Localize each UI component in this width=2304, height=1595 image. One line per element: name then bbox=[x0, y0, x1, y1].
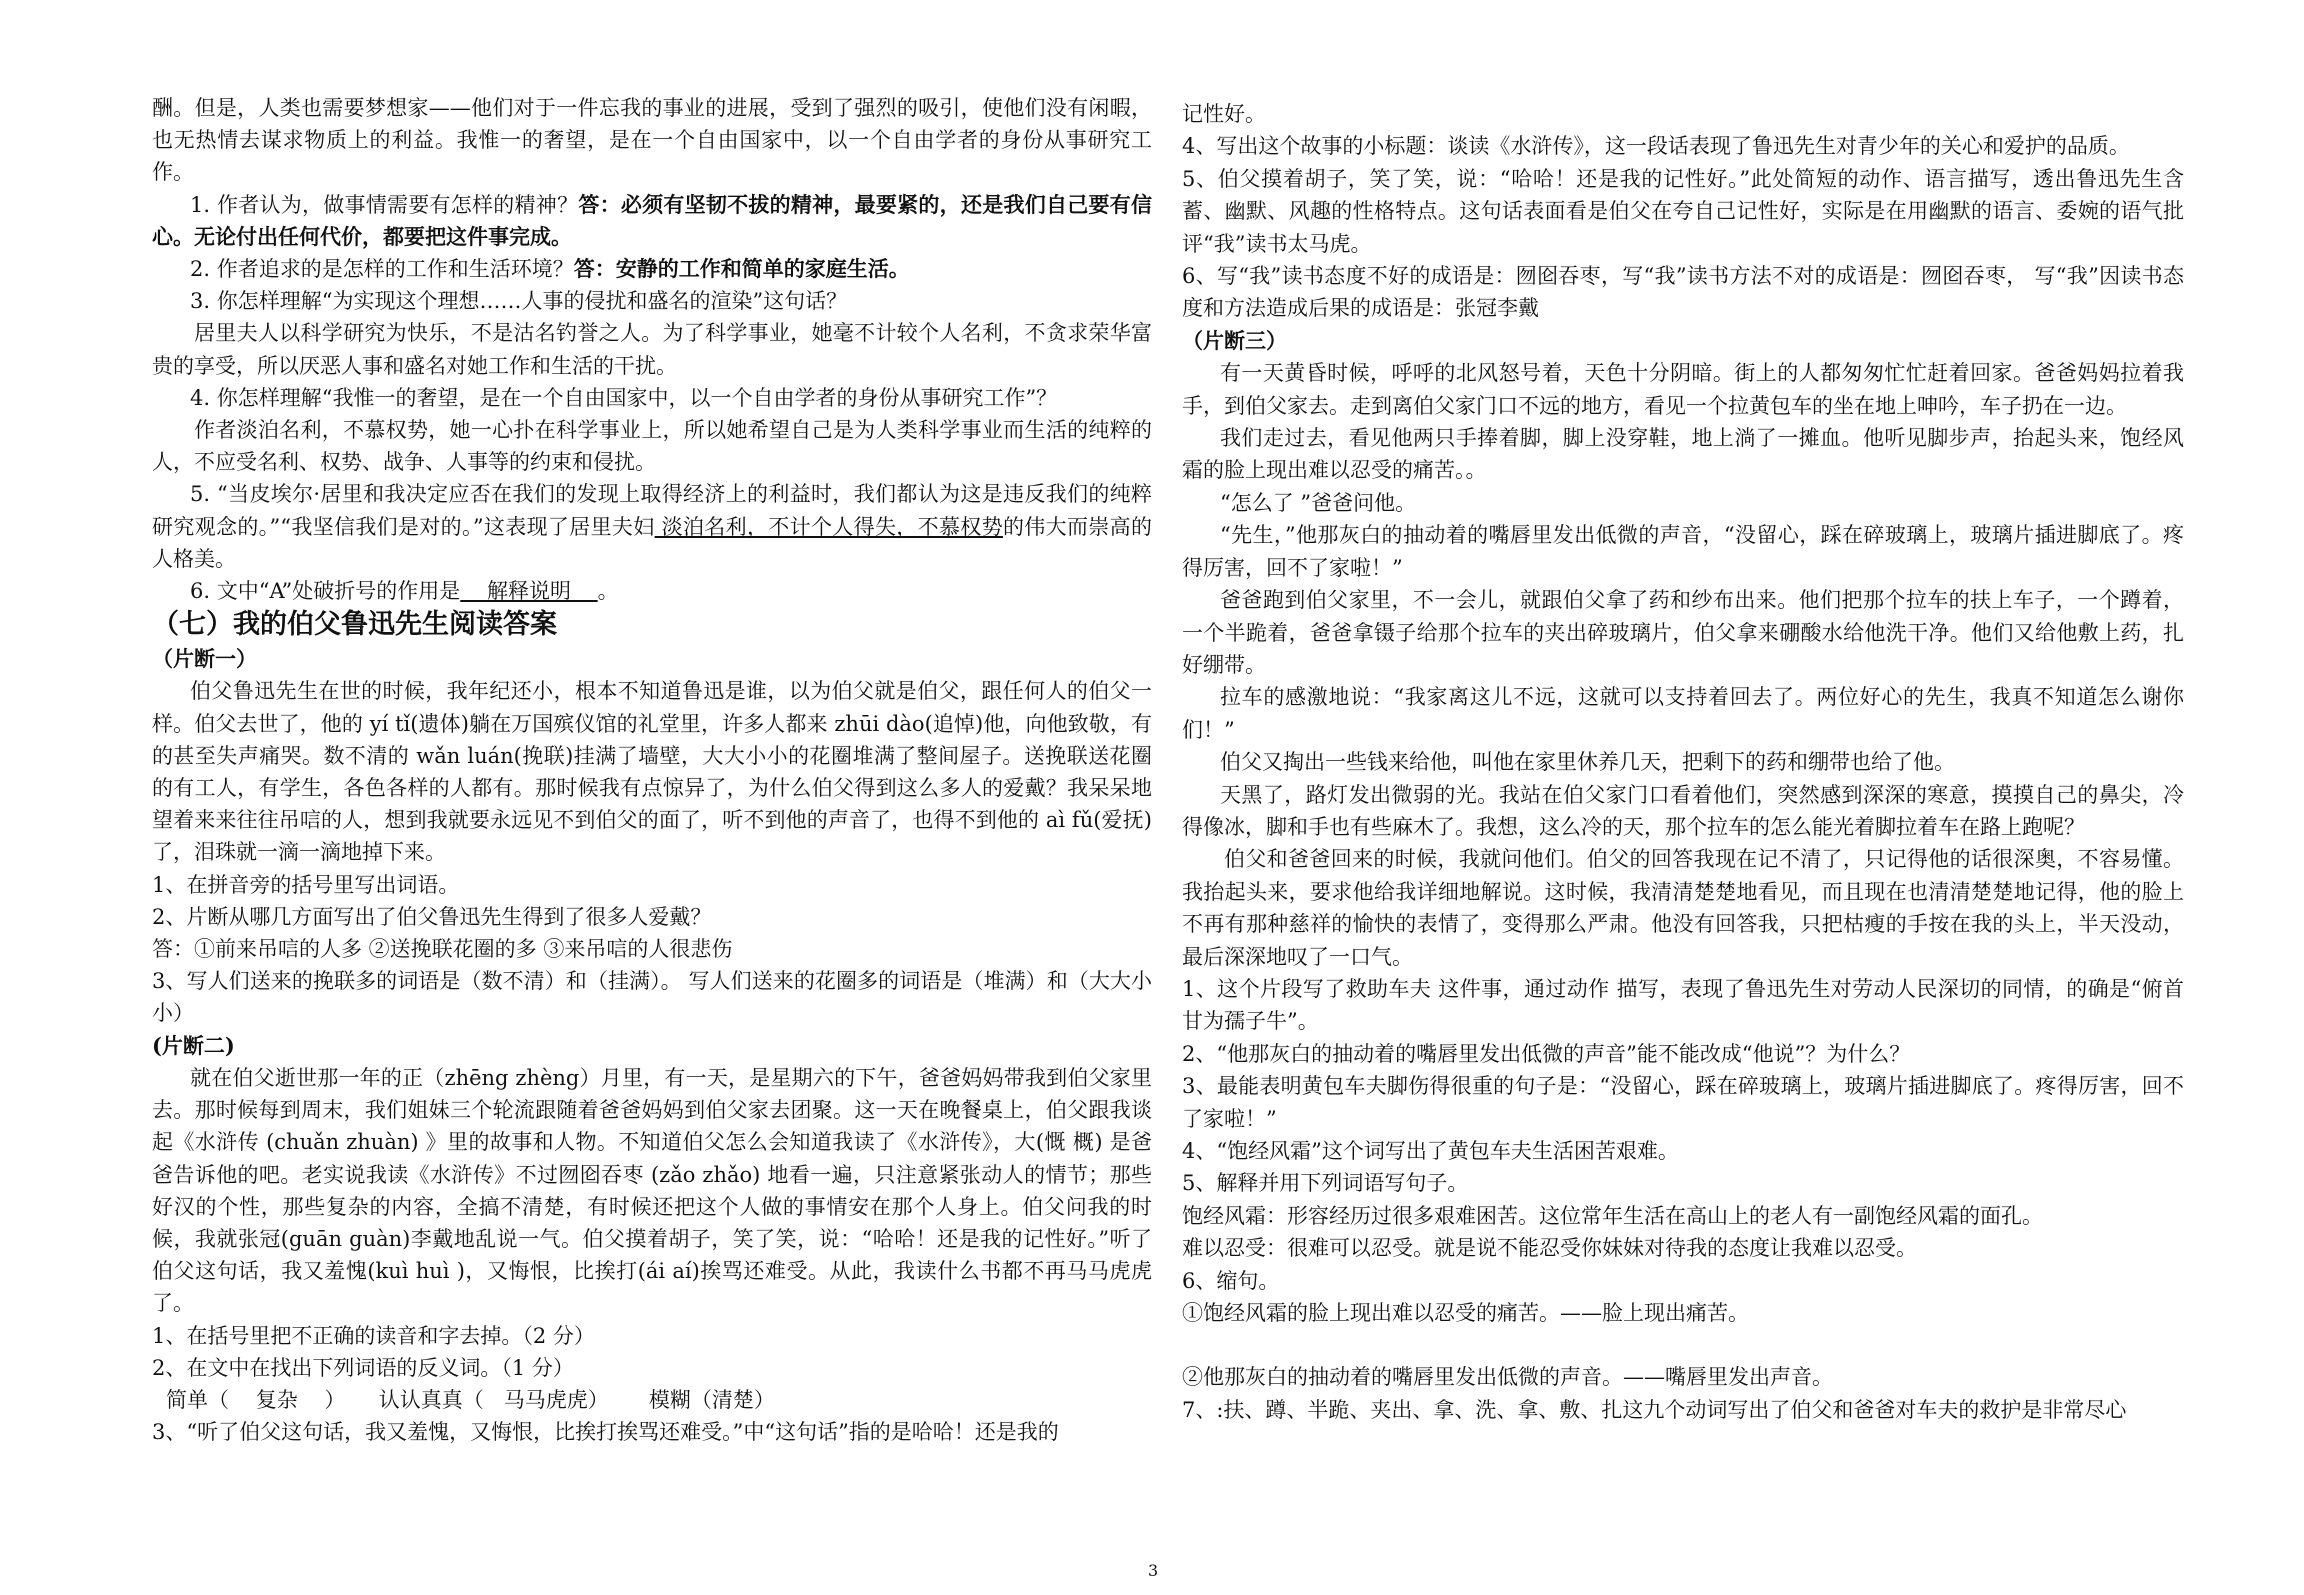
answer: ①饱经风霜的脸上现出难以忍受的痛苦。——脸上现出痛苦。 bbox=[1182, 1301, 1749, 1326]
question: 2、“他那灰白的抽动着的嘴唇里发出低微的声音”能不能改成“他说”？为什么？ bbox=[1182, 1041, 1911, 1066]
question: 1、这个片段写了救助车夫 这件事，通过动作 描写，表现了鲁迅先生对劳动人民深切的同情，的确是“俯首甘为孺子牛”。 bbox=[1182, 976, 2184, 1034]
passage: 有一天黄昏时候，呼呼的北风怒号着，天色十分阴暗。街上的人都匆匆忙忙赶着回家。爸爸妈妈拉着我手，到伯父家去。走到离伯父家门口不远的地方，看见一个拉黄包车的坐在地上呻吟，车子扔在一边。 bbox=[1182, 361, 2184, 418]
question: 5、解释并用下列词语写句子。 bbox=[1182, 1171, 1469, 1196]
question-text: 5. “当皮埃尔·居里和我决定应否在我们的发现上取得经济上的利益时，我们都认为这是违反我们的纯粹研究观念的。”“我坚信我们是对的。”这表现了居里夫妇 bbox=[152, 482, 1152, 539]
fragment-title: (片断二) bbox=[152, 1032, 235, 1058]
passage: “先生，”他那灰白的抽动着的嘴唇里发出低微的声音，“没留心，踩在碎玻璃上，玻璃片插进脚底了。疼得厉害，回不了家啦！” bbox=[1182, 523, 2184, 580]
question: 6、缩句。 bbox=[1182, 1268, 1280, 1293]
answer: 难以忍受：很难可以忍受。就是说不能忍受你妹妹对待我的态度让我难以忍受。 bbox=[1182, 1236, 1917, 1261]
blank-line bbox=[1182, 1329, 2184, 1361]
answer: 简单（ 复杂 ） 认认真真（ 马马虎虎） 模糊（清楚） bbox=[166, 1387, 775, 1412]
question: 2、在文中在找出下列词语的反义词。（1 分） bbox=[152, 1355, 574, 1380]
page-number: 3 bbox=[1148, 1561, 1159, 1580]
section-title: （七）我的伯父鲁迅先生阅读答案 bbox=[152, 609, 557, 641]
passage: 爸爸跑到伯父家里，不一会儿，就跟伯父拿了药和纱布出来。他们把那个拉车的扶上车子，一个蹲着，一个半跪着，爸爸拿镊子给那个拉车的夹出碎玻璃片，伯父拿来硼酸水给他洗干净。他们又给他敷上药，扎好绷带。 bbox=[1182, 588, 2184, 677]
answer: 答：①前来吊唁的人多 ②送挽联花圈的多 ③来吊唁的人很悲伤 bbox=[152, 937, 733, 962]
passage: 就在伯父逝世那一年的正（zhēng zhèng）月里，有一天，是星期六的下午，爸爸妈妈带我到伯父家里去。那时候每到周末，我们姐妹三个轮流跟随着爸爸妈妈到伯父家去团聚。这一天在晚餐桌上，伯父跟我谈起《水浒传 (chuǎn zhuàn) 》里的故事和人物。不知道伯父怎么会知道我读了《水浒传》，大(慨 概) 是爸爸告诉他的吧。老实说我读《水浒传》不过囫囵吞枣 (zǎo zhǎo) 地看一遍，只注意紧张动人的情节；那些好汉的个性，那些复杂的内容，全搞不清楚，有时候还把这个人做的事情安在那个人身上。伯父问我的时候，我就张冠(guān guàn)李戴地乱说一气。伯父摸着胡子，笑了笑，说：“哈哈！还是我的记性好。”听了伯父这句话，我又羞愧(kuì huì )，又悔恨，比挨打(ái aí)挨骂还难受。从此，我读什么书都不再马马虎虎了。 bbox=[152, 1065, 1152, 1316]
question: 4. 你怎样理解“我惟一的奢望，是在一个自由国家中，以一个自由学者的身份从事研究工作”？ bbox=[190, 385, 1058, 410]
paragraph: 记性好。 bbox=[1182, 102, 1266, 126]
question: 3. 你怎样理解“为实现这个理想……人事的侵扰和盛名的渲染”这句话？ bbox=[190, 289, 848, 314]
answer: 作者淡泊名利，不慕权势，她一心扑在科学事业上，所以她希望自己是为人类科学事业而生活的纯粹的人，不应受名利、权势、战争、人事等的约束和侵扰。 bbox=[152, 418, 1152, 475]
question: 3、最能表明黄包车夫脚伤得很重的句子是：“没留心，踩在碎玻璃上，玻璃片插进脚底了。疼得厉害，回不了家啦！” bbox=[1182, 1074, 2184, 1131]
question: 6、写“我”读书态度不好的成语是：囫囵吞枣，写“我”读书方法不对的成语是：囫囵吞枣， 写“我”因读书态度和方法造成后果的成语是：张冠李戴 bbox=[1182, 264, 2184, 321]
left-column bbox=[152, 92, 1152, 1448]
answer-text: 答：安静的工作和简单的家庭生活。 bbox=[573, 256, 910, 282]
right-column bbox=[1182, 98, 2184, 1426]
passage: 拉车的感激地说：“我家离这儿不远，这就可以支持着回去了。两位好心的先生，我真不知道怎么谢你们！” bbox=[1182, 685, 2184, 742]
question-text: 1. 作者认为，做事情需要有怎样的精神？ bbox=[190, 192, 579, 217]
question bbox=[152, 478, 1152, 575]
question: 3、“听了伯父这句话，我又羞愧，又悔恨，比挨打挨骂还难受。”中“这句话”指的是哈哈！还是我的 bbox=[152, 1420, 1059, 1445]
fragment-title: （片断三） bbox=[1182, 327, 1287, 353]
question: 4、“饱经风霜”这个词写出了黄包车夫生活困苦艰难。 bbox=[1182, 1139, 1679, 1163]
passage: 天黑了，路灯发出微弱的光。我站在伯父家门口看着他们，突然感到深深的寒意，摸摸自己的鼻尖，冷得像冰，脚和手也有些麻木了。我想，这么冷的天，那个拉车的怎么能光着脚拉着车在路上跑呢？ bbox=[1182, 782, 2184, 839]
question: 1、在拼音旁的括号里写出词语。 bbox=[152, 872, 460, 897]
answer-text: 答：必须有坚韧不拔的精神，最要紧的，还是我们自己要有信心。无论付出任何代价，都要把这件事完成。 bbox=[152, 191, 1152, 249]
question bbox=[152, 575, 1152, 607]
passage: 伯父又掏出一些钱来给他，叫他在家里休养几天，把剩下的药和绷带也给了他。 bbox=[1220, 750, 1955, 775]
question: 3、写人们送来的挽联多的词语是（数不清）和（挂满）。 写人们送来的花圈多的词语是（堆满）和（大大小小） bbox=[152, 969, 1152, 1026]
fill-blank: 淡泊名利，不计个人得失，不慕权势 bbox=[654, 514, 1003, 539]
question-text: 6. 文中“A”处破折号的作用是 bbox=[190, 579, 461, 604]
question: 4、写出这个故事的小标题：谈读《水浒传》，这一段话表现了鲁迅先生对青少年的关心和爱护的品质。 bbox=[1182, 134, 2130, 159]
answer: ②他那灰白的抽动着的嘴唇里发出低微的声音。——嘴唇里发出声音。 bbox=[1182, 1365, 1833, 1390]
passage: 伯父和爸爸回来的时候，我就问他们。伯父的回答我现在记不清了，只记得他的话很深奥，不容易懂。我抬起头来，要求他给我详细地解说。这时候，我清清楚楚地看见，而且现在也清清楚楚地记得，他的脸上不再有那种慈祥的愉快的表情了，变得那么严肃。他没有回答我，只把枯瘦的手按在我的头上，半天没动，最后深深地叹了一口气。 bbox=[1182, 847, 2184, 969]
question: 7、:扶、蹲、半跪、夹出、拿、洗、拿、敷、扎这九个动词写出了伯父和爸爸对车夫的救护是非常尽心 bbox=[1182, 1397, 2127, 1422]
answer: 居里夫人以科学研究为快乐，不是沽名钓誉之人。为了科学事业，她毫不计较个人名利，不贪求荣华富贵的享受，所以厌恶人事和盛名对她工作和生活的干扰。 bbox=[152, 321, 1152, 378]
question-text: 。 bbox=[597, 579, 619, 604]
passage: 我们走过去，看见他两只手捧着脚，脚上没穿鞋，地上淌了一摊血。他听见脚步声，抬起头来，饱经风霜的脸上现出难以忍受的痛苦。。 bbox=[1182, 426, 2184, 483]
question: 2、片断从哪几方面写出了伯父鲁迅先生得到了很多人爱戴？ bbox=[152, 904, 712, 929]
fill-blank: 解释说明 bbox=[460, 579, 598, 604]
answer: 饱经风霜：形容经历过很多艰难困苦。这位常年生活在高山上的老人有一副饱经风霜的面孔。 bbox=[1182, 1203, 2043, 1228]
question bbox=[152, 253, 1152, 285]
passage: “怎么了 ”爸爸问他。 bbox=[1220, 490, 1417, 515]
fragment-title: （片断一） bbox=[152, 646, 257, 672]
question-text: 2. 作者追求的是怎样的工作和生活环境？ bbox=[190, 257, 574, 282]
question-text: 的伟大而崇高的人格美。 bbox=[152, 514, 1152, 571]
paragraph: 酬。但是，人类也需要梦想家——他们对于一件忘我的事业的进展，受到了强烈的吸引，使他们没有闲暇，也无热情去谋求物质上的利益。我惟一的奢望，是在一个自由国家中，以一个自由学者的身份从事研究工作。 bbox=[152, 96, 1152, 185]
passage: 伯父鲁迅先生在世的时候，我年纪还小，根本不知道鲁迅是谁，以为伯父就是伯父，跟任何人的伯父一样。伯父去世了，他的 yí tǐ(遗体)躺在万国殡仪馆的礼堂里，许多人都来 zhūi dào(追悼)他，向他致敬，有的甚至失声痛哭。数不清的 wǎn luán(挽联)挂满了墙壁，大大小小的花圈堆满了整间屋子。送挽联送花圈的有工人，有学生，各色各样的人都有。那时候我有点惊异了，为什么伯父得到这么多人的爱戴？我呆呆地望着来来往往吊唁的人，想到我就要永远见不到伯父的面了，听不到他的声音了，也得不到他的 aì fǔ(爱抚)了，泪珠就一滴一滴地掉下来。 bbox=[152, 679, 1152, 865]
question: 5、伯父摸着胡子，笑了笑，说：“哈哈！还是我的记性好。”此处简短的动作、语言描写，透出鲁迅先生含蓄、幽默、风趣的性格特点。这句话表面看是伯父在夸自己记性好，实际是在用幽默的语言、委婉的语气批评“我”读书太马虎。 bbox=[1182, 166, 2184, 256]
question: 1、在括号里把不正确的读音和字去掉。（2 分） bbox=[152, 1323, 595, 1348]
question bbox=[152, 189, 1152, 253]
